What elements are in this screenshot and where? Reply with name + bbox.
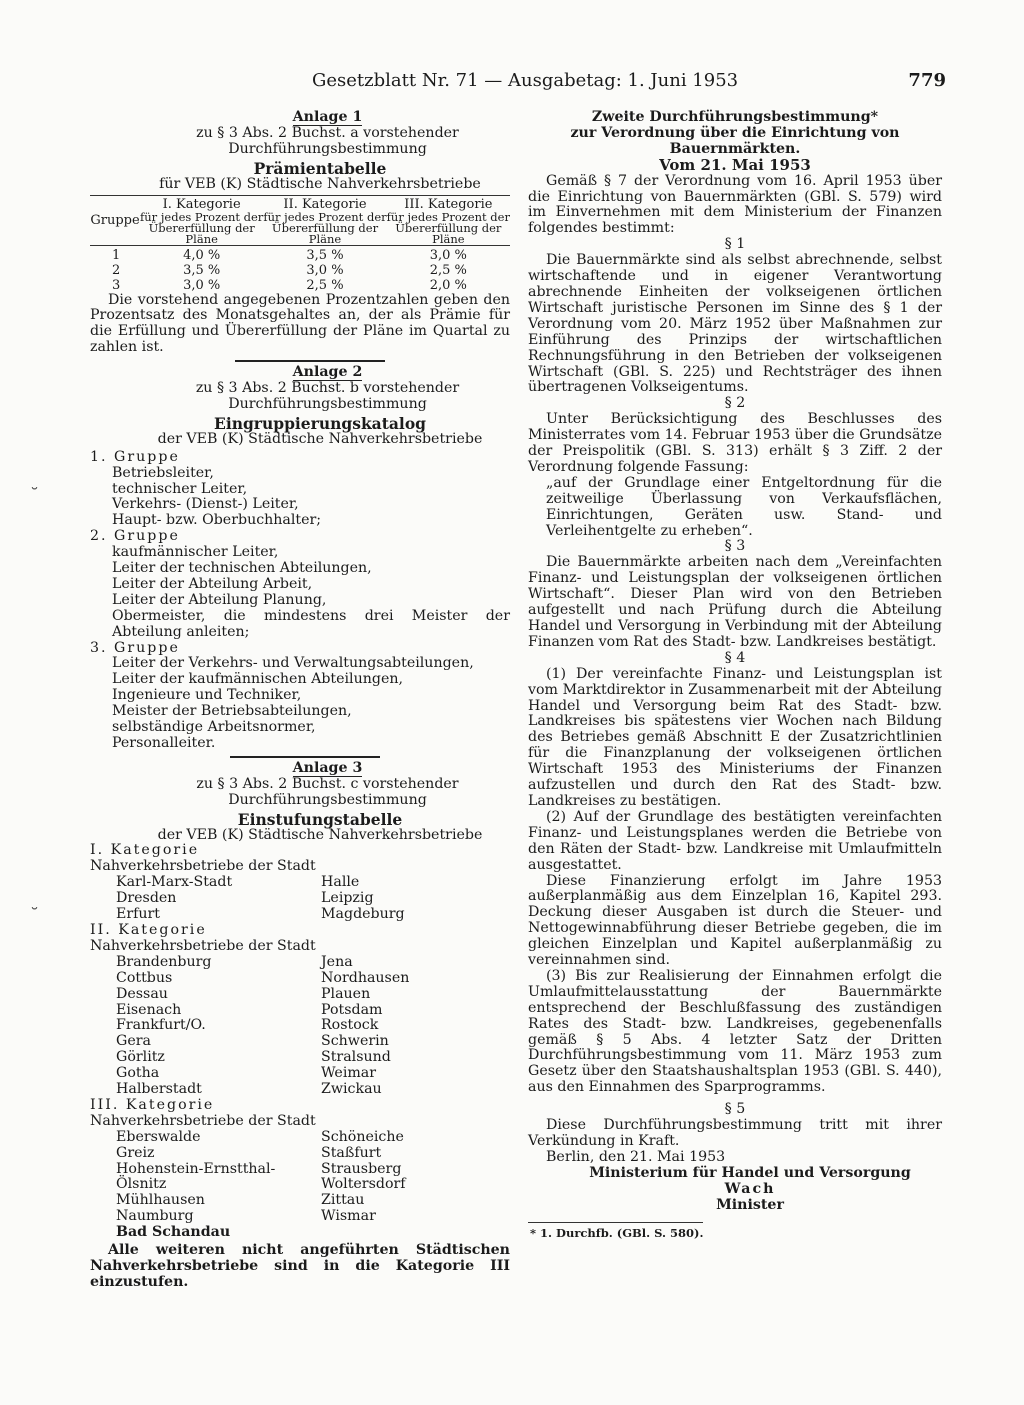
list-item: Betriebsleiter, [112,464,214,481]
anlage1-title: Anlage 1 [292,109,363,125]
category-label: II. Kategorie [90,921,207,938]
signatory-title: Minister [716,1196,784,1213]
anlage3-ref-line1: zu § 3 Abs. 2 Buchst. c vorstehender [196,775,459,792]
town: Hohenstein-Ernstthal- [116,1160,276,1177]
category-intro: Nahverkehrsbetriebe der Stadt [90,937,316,954]
category-2 [90,923,510,1098]
town: Gotha [116,1065,160,1082]
town: Weimar [321,1065,377,1082]
town: Cottbus [116,969,173,986]
anlage3-ref-line2: Durchführungsbestimmung [228,791,427,808]
anlage2-title: Anlage 2 [292,364,363,381]
town: Schöneiche [321,1128,404,1145]
town: Staßfurt [321,1144,382,1161]
town-list [90,875,510,923]
town: Jena [321,953,353,970]
group-label: 3. Gruppe [90,639,180,656]
town: Erfurt [116,906,161,923]
town: Mühlhausen [116,1192,205,1209]
signatory-name: Wach [724,1180,776,1197]
town: Karl-Marx-Stadt [116,874,233,891]
town: Dessau [116,985,168,1002]
group-1 [90,450,510,530]
section-4-para-3: Diese Finanzierung erfolgt im Jahre 1953 außerplanmäßig aus dem Einzelplan 16, Kapitel 293. Deckung dieser Ausgaben ist durch die Steuer- und Nettogewinnabführung dieser Betriebe gegeben, die im gleichen Einzelplan und Kapitel außerplanmäßig zu vereinnahmen sind. [528,872,942,969]
anlage2-subheading: der VEB (K) Städtische Nahverkehrsbetriebe [157,430,483,447]
section-5-text: Diese Durchführungsbestimmung tritt mit ihrer Verkündung in Kraft. [528,1117,942,1149]
anlage1-subheading: für VEB (K) Städtische Nahverkehrsbetriebe [159,175,481,192]
town: Görlitz [116,1049,165,1066]
list-item: Personalleiter. [112,735,216,751]
list-item: technischer Leiter, [112,480,248,497]
town: Naumburg [116,1208,194,1225]
town: Plauen [321,985,371,1002]
section-2-label: § 2 [724,395,746,412]
anlage1-heading: Prämientabelle [253,158,387,178]
anlage1-note: Die vorstehend angegebenen Prozentzahlen geben den Prozentsatz des Monatsgehaltes an, der als Prämie für die Erfüllung und Übererfüllung der Pläne im Quartal zu zahlen ist. [90,291,510,356]
list-item: Leiter der kaufmännischen Abteilungen, [112,671,403,688]
section-2-quote: „auf der Grundlage einer Entgeltordnung für die zeitweilige Überlassung von Verkaufsflächen, Einrichtungen, Geräten usw. Stand- und Verleihentgelte zu erheben“. [546,474,942,539]
town: Eberswalde [116,1128,201,1145]
list-item: kaufmännischer Leiter, [112,544,279,561]
table-subheader: für jedes Prozent der Übererfüllung der Pläne [140,209,264,246]
place-date: Berlin, den 21. Mai 1953 [546,1148,726,1165]
town: Greiz [116,1144,155,1161]
anlage3-heading: Einstufungstabelle [237,809,403,829]
list-item: Leiter der Verkehrs- und Verwaltungsabteilungen, [112,655,474,672]
list-item: selbständige Arbeitsnormer, [112,719,316,736]
anlage1-ref-line1: zu § 3 Abs. 2 Buchst. a vorstehender [196,124,459,141]
table-header-group: Gruppe [90,213,140,229]
category-intro: Nahverkehrsbetriebe der Stadt [90,1112,316,1129]
list-item: Leiter der technischen Abteilungen, [112,560,372,577]
town: Zwickau [321,1081,382,1098]
section-5-label: § 5 [724,1101,746,1118]
ministry-name: Ministerium für Handel und Versorgung [589,1164,911,1181]
list-item: Leiter der Abteilung Planung, [112,591,327,608]
anlage3-closing: Alle weiteren nicht angeführten Städtischen Nahverkehrsbetriebe sind in die Kategorie III einzustufen. [90,1242,510,1290]
list-item: Ingenieure und Techniker, [112,687,302,704]
margin-pencil-mark: ˘ [30,485,39,506]
list-item: Meister der Betriebsabteilungen, [112,703,352,720]
anlage2-heading: Eingruppierungskatalog [214,413,426,433]
list-item: Leiter der Abteilung Arbeit, [112,575,313,592]
table-row: 2 3,5 % 3,0 % 2,5 % [112,262,467,278]
table-header-category: III. Kategorie [404,196,493,212]
town: Brandenburg [116,953,212,970]
premium-table [90,198,510,293]
town: Magdeburg [321,906,405,923]
list-item: Obermeister, die mindestens drei Meister der Abteilung anleiten; [112,607,510,640]
table-header-category: II. Kategorie [283,196,367,212]
section-3-label: § 3 [724,538,746,555]
group-label: 2. Gruppe [90,528,180,545]
anlage2-ref-line1: zu § 3 Abs. 2 Buchst. b vorstehender [195,380,460,397]
town: Gera [116,1033,151,1050]
town: Eisenach [116,1001,182,1018]
town: Strausberg [321,1160,402,1177]
ordinance-intro: Gemäß § 7 der Verordnung vom 16. April 1953 über die Einrichtung von Bauernmärkten (GBl. S. 579) wird im Einvernehmen mit dem Ministerium der Finanzen folgendes bestimmt: [528,172,942,237]
town: Leipzig [321,890,374,907]
town [321,1225,521,1241]
margin-pencil-mark: ˘ [30,905,39,926]
footnote: * 1. Durchfb. (GBl. S. 580). [530,1225,704,1240]
anlage3-title: Anlage 3 [292,759,363,776]
page-number: 779 [908,70,946,91]
table-row: 3 3,0 % 2,5 % 2,0 % [112,277,467,293]
town: Zittau [321,1192,365,1209]
header-title: Gesetzblatt Nr. 71 — Ausgabetag: 1. Juni 1953 [312,70,739,91]
town: Ölsnitz [116,1176,167,1193]
right-column [528,110,942,1241]
town: Schwerin [321,1033,389,1050]
section-1-label: § 1 [724,236,746,253]
town: Halberstadt [116,1081,202,1098]
list-item: Verkehrs- (Dienst-) Leiter, [112,496,299,513]
anlage1-ref-line2: Durchführungsbestimmung [228,140,427,157]
town: Dresden [116,890,177,907]
town-list [90,1130,510,1241]
section-4-para-1: (1) Der vereinfachte Finanz- und Leistungsplan ist vom Marktdirektor in Zusammenarbeit mit der Abteilung Handel und Versorgung beim Rat des Stadt- bzw. Landkreises bis spätestens vier Wochen nach Bildung des Betriebes gemäß Abschnitt E der Zusatzrichtlinien für die Finanzplanung der volkseigenen örtlichen Wirtschaft 1953 des Ministeriums der Finanzen aufzustellen und durch den Rat des Stadt- bzw. Landkreises zu bestätigen. [528,665,942,809]
town: Wismar [321,1208,376,1225]
section-4-label: § 4 [724,649,746,666]
ordinance-date: Vom 21. Mai 1953 [659,155,811,174]
section-3-text: Die Bauernmärkte arbeiten nach dem „Vereinfachten Finanz- und Leistungsplan der volkseigenen örtlichen Wirtschaft“. Dieser Plan wird von den Betrieben aufgestellt und nach Prüfung durch die Abteilung Handel und Versorgung in Verbindung mit der Abteilung Finanzen vom Rat des Stadt- bzw. Landkreises bestätigt. [528,554,942,650]
left-column [90,110,510,1291]
anlage3-subheading: der VEB (K) Städtische Nahverkehrsbetriebe [157,826,483,843]
category-1 [90,843,510,923]
town: Bad Schandau [116,1224,231,1241]
town-list [90,955,510,1098]
town: Frankfurt/O. [116,1017,206,1034]
category-3 [90,1098,510,1241]
anlage2-ref-line2: Durchführungsbestimmung [228,395,427,412]
table-header-category: I. Kategorie [162,196,241,212]
category-label: III. Kategorie [90,1096,215,1113]
town: Stralsund [321,1049,391,1066]
town: Potsdam [321,1001,383,1018]
group-label: 1. Gruppe [90,448,180,465]
category-intro: Nahverkehrsbetriebe der Stadt [90,858,316,875]
ordinance-title-line1: Zweite Durchführungsbestimmung* [591,109,879,125]
table-subheader: für jedes Prozent der Übererfüllung der Pläne [263,209,387,246]
list-item: Haupt- bzw. Oberbuchhalter; [112,512,322,529]
table-subheader: für jedes Prozent der Übererfüllung der Pläne [386,209,510,246]
section-4-para-2: (2) Auf der Grundlage des bestätigten vereinfachten Finanz- und Leistungsplanes werden die Betriebe von den Räten der Stadt- bzw. Landkreise mit Umlaufmitteln ausgestattet. [528,808,942,873]
group-2 [90,529,510,640]
section-2-text: Unter Berücksichtigung des Beschlusses des Ministerrates vom 14. Februar 1953 über die Grundsätze der Preispolitik (GBl. S. 313) erhält § 3 Ziff. 2 der Verordnung folgende Fassung: [528,411,942,475]
town: Nordhausen [321,969,410,986]
table-row: 1 4,0 % 3,5 % 3,0 % [112,247,467,263]
section-1-text: Die Bauernmärkte sind als selbst abrechnende, selbst wirtschaftende und in eigener Verantwortung abrechnende Einheiten der volkseigenen örtlichen Wirtschaft juristische Personen im Sinne des § 1 der Verordnung vom 20. März 1952 über Maßnahmen zur Einführung des Prinzips der wirtschaftlichen Rechnungsführung in den Betrieben der volkseigenen Wirtschaft (GBl. S. 225) und Rechtsträger des ihnen übertragenen Volkseigentums. [528,252,942,396]
category-label: I. Kategorie [90,842,200,859]
group-3 [90,641,510,752]
ordinance-title-line2: zur Verordnung über die Einrichtung von Bauernmärkten. [570,124,900,157]
town: Rostock [321,1017,379,1034]
town: Halle [321,874,360,891]
section-4-para-4: (3) Bis zur Realisierung der Einnahmen erfolgt die Umlaufmittelausstattung der Bauernmärkte entsprechend der Beschlußfassung des zuständigen Rates des Stadt- bzw. Landkreises, gegebenenfalls gemäß § 5 Abs. 4 letzter Satz der Dritten Durchführungsbestimmung vom 11. März 1953 zum Gesetz über den Staatshaushaltsplan 1953 (GBl. S. 440), aus den Einnahmen des Sparprogramms. [528,967,942,1096]
town: Woltersdorf [321,1176,406,1193]
